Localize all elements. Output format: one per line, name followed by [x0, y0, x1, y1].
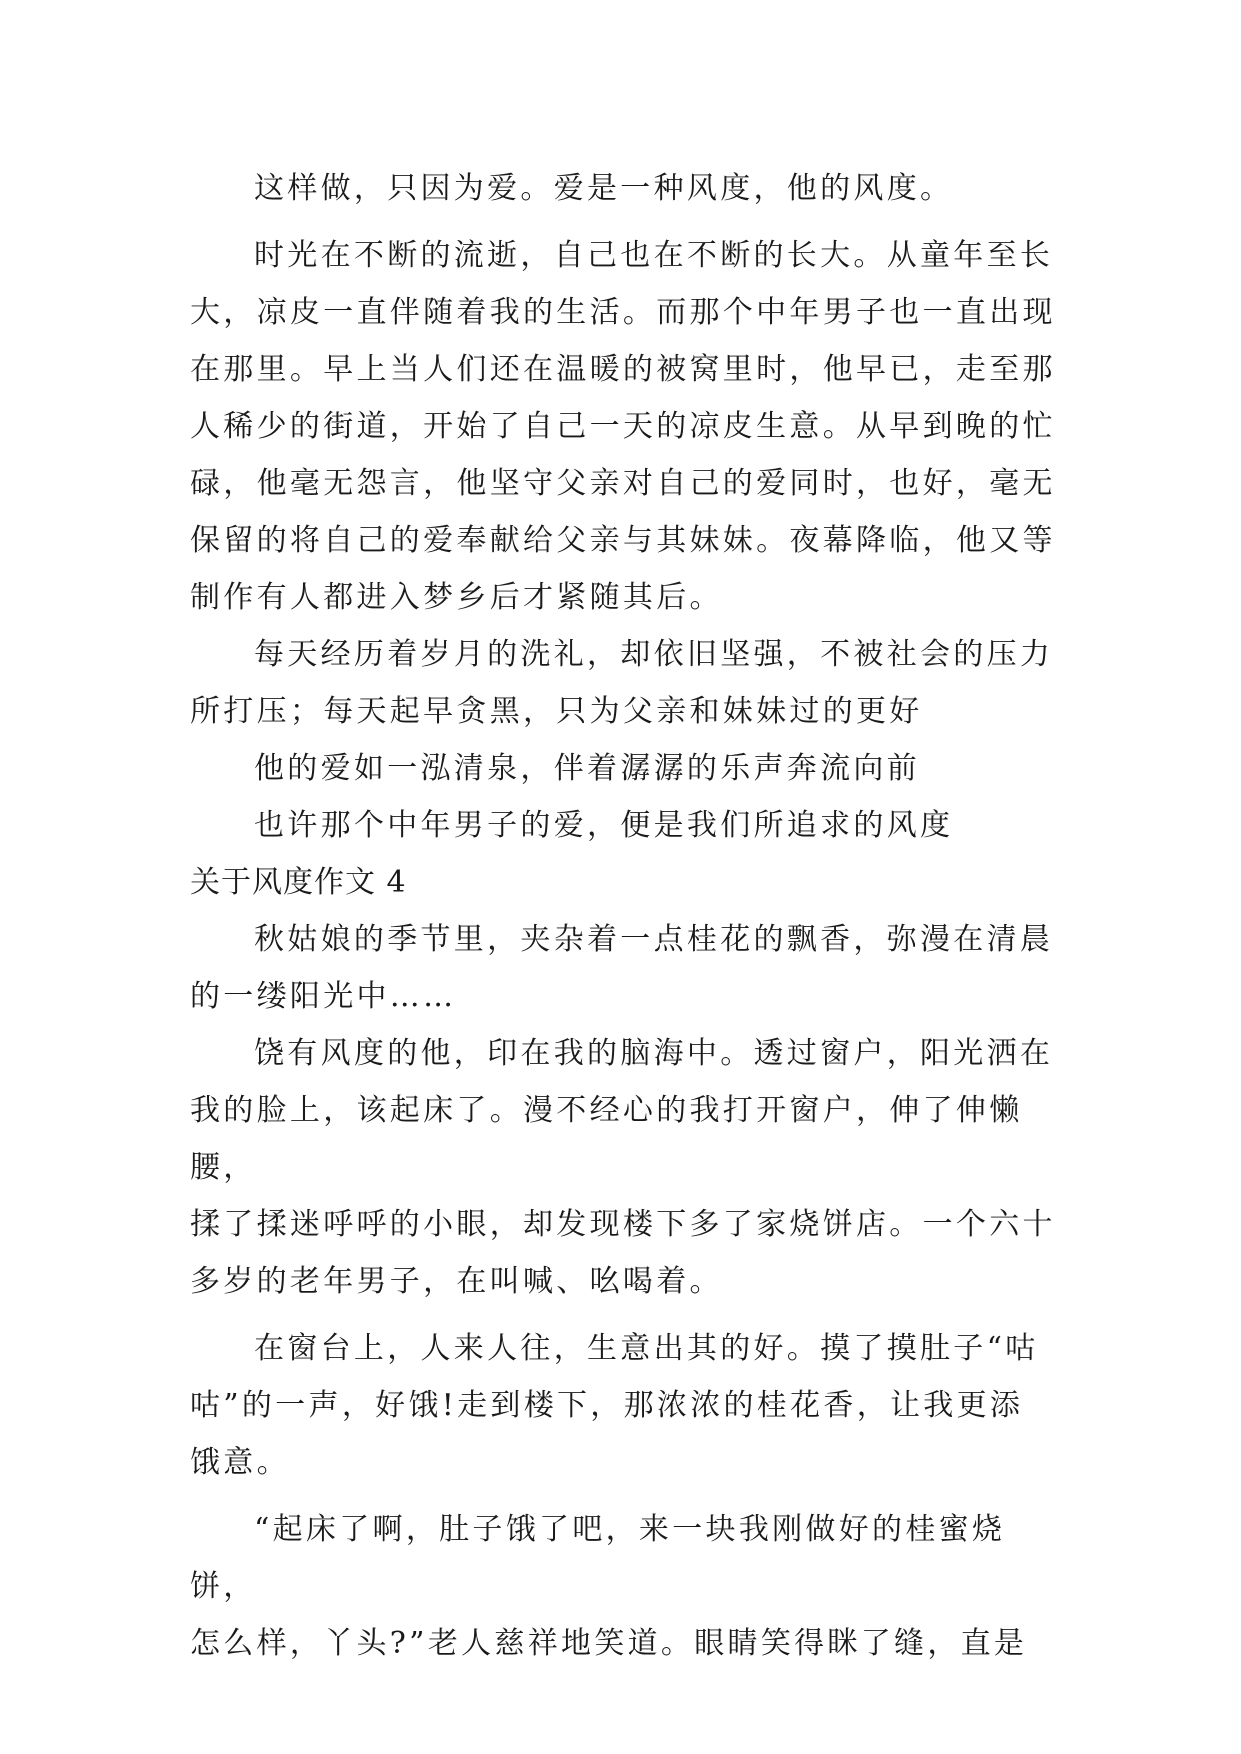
paragraph-line: 制作有人都进入梦乡后才紧随其后。: [190, 580, 723, 615]
paragraph-line: “起床了啊，肚子饿了吧，来一块我刚做好的桂蜜烧饼，: [190, 1512, 1006, 1604]
paragraph: [190, 626, 1060, 740]
paragraph-line: 多岁的老年男子，在叫喊、吆喝着。: [190, 1264, 723, 1299]
paragraph: [190, 797, 1060, 854]
paragraph: [190, 227, 1060, 626]
section-one: [190, 160, 1060, 854]
paragraph-line: 时光在不断的流逝，自己也在不断的长大。从童年至长: [254, 238, 1054, 273]
paragraph-line: 保留的将自己的爱奉献给父亲与其妹妹。夜幕降临，他又等: [190, 523, 1056, 558]
document-page: [190, 160, 1060, 1672]
paragraph-line: 碌，他毫无怨言，他坚守父亲对自己的爱同时，也好，毫无: [190, 466, 1056, 501]
section-heading: 关于风度作文 4: [190, 865, 407, 900]
paragraph-line: 大，凉皮一直伴随着我的生活。而那个中年男子也一直出现: [190, 295, 1056, 330]
paragraph: [190, 1320, 1060, 1491]
paragraph-line: 所打压；每天起早贪黑，只为父亲和妹妹过的更好: [190, 694, 923, 729]
paragraph-line: 在那里。早上当人们还在温暖的被窝里时，他早已，走至那: [190, 352, 1056, 387]
paragraph-line: 咕”的一声，好饿!走到楼下，那浓浓的桂花香，让我更添: [190, 1388, 1024, 1423]
paragraph-line: 每天经历着岁月的洗礼，却依旧坚强，不被社会的压力: [254, 637, 1054, 672]
paragraph-line: 在窗台上，人来人往，生意出其的好。摸了摸肚子“咕: [254, 1331, 1039, 1366]
paragraph-line: 揉了揉迷呼呼的小眼，却发现楼下多了家烧饼店。一个六十: [190, 1207, 1056, 1242]
paragraph: [190, 160, 1060, 217]
paragraph-line: 人稀少的街道，开始了自己一天的凉皮生意。从早到晚的忙: [190, 409, 1056, 444]
paragraph: [190, 1501, 1060, 1672]
paragraph-line: 这样做，只因为爱。爱是一种风度，他的风度。: [254, 171, 954, 206]
paragraph: [190, 911, 1060, 1025]
paragraph-line: 饿意。: [190, 1445, 290, 1480]
paragraph-line: 怎么样，丫头?”老人慈祥地笑道。眼睛笑得眯了缝，直是: [190, 1626, 1028, 1661]
paragraph: [190, 740, 1060, 797]
section-two: [190, 911, 1060, 1672]
paragraph: [190, 1025, 1060, 1310]
paragraph-line: 他的爱如一泓清泉，伴着潺潺的乐声奔流向前: [254, 751, 920, 786]
paragraph-line: 秋姑娘的季节里，夹杂着一点桂花的飘香，弥漫在清晨: [254, 922, 1054, 957]
paragraph-line: 也许那个中年男子的爱，便是我们所追求的风度: [254, 808, 954, 843]
paragraph-line: 饶有风度的他，印在我的脑海中。透过窗户，阳光洒在: [254, 1036, 1054, 1071]
paragraph-line: 的一缕阳光中……: [190, 979, 457, 1014]
paragraph-line: 我的脸上，该起床了。漫不经心的我打开窗户，伸了伸懒腰，: [190, 1093, 1023, 1185]
